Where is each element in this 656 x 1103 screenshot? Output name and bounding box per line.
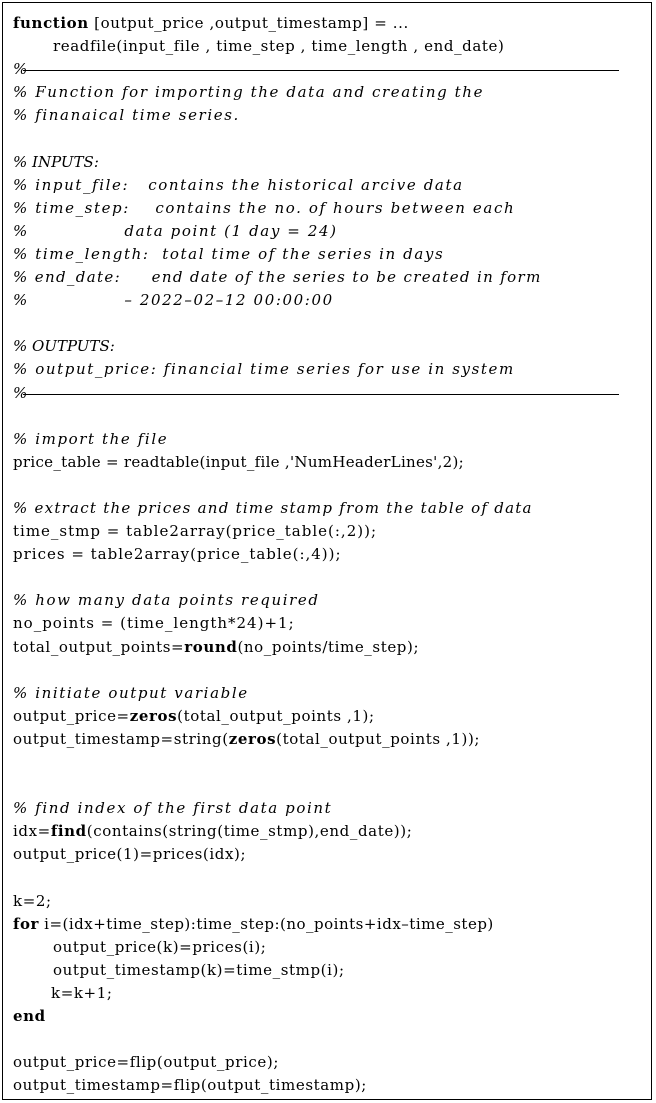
code-line: time_stmp = table2array(price_table(:,2));	[13, 522, 377, 541]
comment-line: % end_date: end date of the series to be created in form	[13, 268, 542, 287]
code-line	[13, 728, 649, 751]
code-text: total_output_points=	[13, 637, 185, 656]
code-line	[13, 705, 649, 728]
blank-line	[13, 474, 649, 497]
code-line: k=2;	[13, 891, 52, 910]
code-line: output_timestamp=flip(output_timestamp);	[13, 1076, 367, 1095]
code-line-for	[13, 913, 649, 936]
code-text: (total_output_points ,1));	[276, 729, 481, 748]
code-text: output_timestamp=string(	[13, 729, 229, 748]
code-line: price_table = readtable(input_file ,'NumHeaderLines',2);	[13, 452, 465, 471]
code-text: [output_price ,output_timestamp] = ...	[88, 14, 409, 32]
keyword-round: round	[184, 637, 238, 656]
keyword-zeros: zeros	[129, 706, 178, 725]
code-line: prices = table2array(price_table(:,4));	[13, 545, 342, 564]
blank-line	[13, 566, 649, 589]
code-line: output_price(k)=prices(i);	[53, 937, 267, 956]
code-line: k=k+1;	[51, 983, 113, 1002]
code-listing-frame	[2, 2, 652, 1100]
keyword-end: end	[13, 1007, 46, 1026]
comment-line: % finanaical time series.	[13, 106, 240, 125]
blank-line	[13, 405, 649, 428]
keyword-find: find	[50, 822, 87, 841]
code-text: (total_output_points ,1);	[177, 706, 375, 725]
comment-line: % time_length: total time of the series in days	[13, 244, 445, 263]
code-line	[13, 820, 649, 843]
code-line: output_price=flip(output_price);	[13, 1053, 279, 1072]
code-text: (no_points/time_step);	[237, 637, 420, 656]
code-line: no_points = (time_length*24)+1;	[13, 614, 295, 633]
code-line	[13, 636, 649, 659]
comment-line: % data point (1 day = 24)	[13, 221, 338, 240]
code-text: output_price=	[13, 706, 130, 725]
comment-line: % time_step: contains the no. of hours between each	[13, 198, 516, 217]
keyword-zeros: zeros	[228, 729, 277, 748]
code-line: output_timestamp(k)=time_stmp(i);	[53, 960, 345, 979]
comment-line: % import the file	[13, 429, 169, 448]
blank-line	[13, 1028, 649, 1051]
comment-separator	[13, 58, 649, 81]
code-line: output_price(1)=prices(idx);	[13, 845, 247, 864]
keyword-for: for	[13, 914, 39, 933]
code-line-function	[13, 12, 649, 35]
keyword-function: function	[13, 14, 89, 32]
comment-mark: %	[13, 60, 28, 79]
code-line: readfile(input_file , time_step , time_length , end_date)	[53, 37, 505, 56]
code-text: i=(idx+time_step):time_step:(no_points+idx–time_step)	[38, 914, 494, 933]
comment-line: % input_file: contains the historical arcive data	[13, 175, 464, 194]
comment-line: % how many data points required	[13, 591, 320, 610]
comment-line: % INPUTS:	[13, 152, 99, 171]
code-text: (contains(string(time_stmp),end_date));	[86, 822, 413, 841]
comment-line: % OUTPUTS:	[13, 337, 115, 356]
comment-line: % output_price: financial time series for use in system	[13, 360, 515, 379]
comment-line: % extract the prices and time stamp from the table of data	[13, 498, 533, 517]
blank-line	[13, 751, 649, 774]
comment-line: % find index of the first data point	[13, 799, 333, 818]
comment-separator	[13, 382, 649, 405]
blank-line	[13, 866, 649, 889]
blank-line	[13, 774, 649, 797]
code-listing	[13, 12, 649, 1097]
comment-line: % initiate output variable	[13, 683, 249, 702]
code-text: idx=	[13, 822, 51, 841]
comment-mark: %	[13, 383, 28, 402]
comment-line: % – 2022–02–12 00:00:00	[13, 291, 334, 310]
comment-line: % Function for importing the data and creating the	[13, 83, 485, 102]
blank-line	[13, 659, 649, 682]
blank-line	[13, 127, 649, 150]
blank-line	[13, 312, 649, 335]
code-line-end	[13, 1005, 649, 1028]
